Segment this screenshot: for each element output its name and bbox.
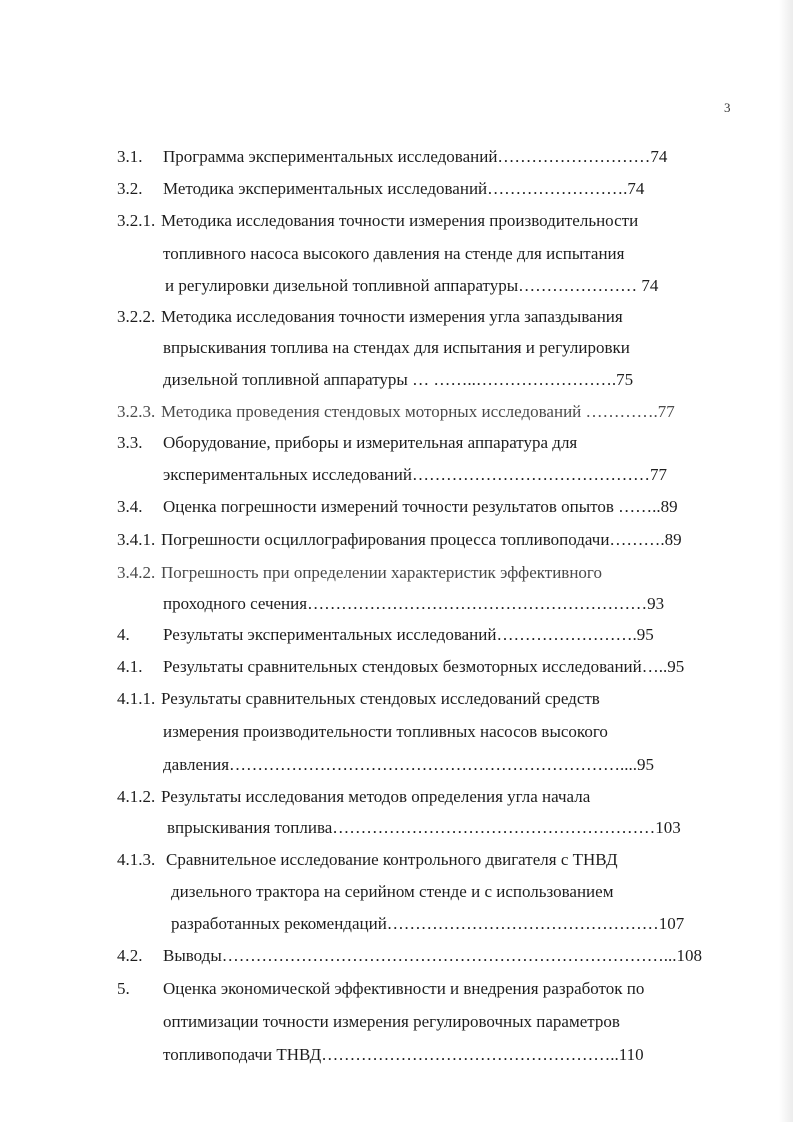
toc-number: 4.1.2. xyxy=(117,787,156,806)
toc-text: оптимизации точности измерения регулировочных параметров xyxy=(163,1012,620,1031)
toc-text: Погрешности осциллографирования процесса топливоподачи……….89 xyxy=(161,530,682,549)
toc-text: Оборудование, приборы и измерительная аппаратура для xyxy=(163,433,578,452)
toc-text: Погрешность при определении характеристик эффективного xyxy=(161,563,602,582)
toc-text: впрыскивания топлива…………………………………………………103 xyxy=(167,818,681,837)
toc-number: 3.4. xyxy=(117,497,143,516)
toc-number: 4.1.1. xyxy=(117,689,156,708)
toc-text: Выводы……………………………………………………………………...108 xyxy=(163,946,703,965)
page-number: 3 xyxy=(724,100,731,115)
toc-text: разработанных рекомендаций…………………………………………107 xyxy=(171,914,685,933)
toc-number: 3.2.1. xyxy=(117,211,156,230)
toc-text: давления……………………………………………………………....95 xyxy=(163,755,655,774)
toc-text: дизельной топливной аппаратуры … ……..…………………….75 xyxy=(163,370,634,389)
toc-text: Оценка экономической эффективности и внедрения разработок по xyxy=(163,979,645,998)
toc-text: и регулировки дизельной топливной аппаратуры………………… 74 xyxy=(165,276,659,295)
toc-number: 4.2. xyxy=(117,946,143,965)
toc-number: 3.3. xyxy=(117,433,143,452)
toc-text: Результаты сравнительных стендовых безмоторных исследований…..95 xyxy=(163,657,685,676)
toc-text: Сравнительное исследование контрольного двигателя с ТНВД xyxy=(166,850,618,869)
toc-text: топливоподачи ТНВД……………………………………………..110 xyxy=(163,1045,644,1064)
toc-number: 3.2.2. xyxy=(117,307,156,326)
toc-text: Результаты сравнительных стендовых исследований средств xyxy=(161,689,600,708)
toc-text: Методика экспериментальных исследований…………………….74 xyxy=(163,179,645,198)
toc-text: впрыскивания топлива на стендах для испытания и регулировки xyxy=(163,338,630,357)
toc-number: 5. xyxy=(117,979,130,998)
toc-text: Программа экспериментальных исследований………………………74 xyxy=(163,147,668,166)
toc-number: 4. xyxy=(117,625,130,644)
toc-text: Результаты экспериментальных исследований…………………….95 xyxy=(163,625,654,644)
toc-number: 4.1.3. xyxy=(117,850,156,869)
toc-text: проходного сечения……………………………………………………93 xyxy=(163,594,665,613)
toc-text: Методика исследования точности измерения угла запаздывания xyxy=(161,307,623,326)
toc-text: Результаты исследования методов определения угла начала xyxy=(161,787,591,806)
toc-text: экспериментальных исследований……………………………………77 xyxy=(163,465,667,484)
toc-text: Методика проведения стендовых моторных исследований ………….77 xyxy=(161,402,675,421)
toc-text: Оценка погрешности измерений точности результатов опытов ……..89 xyxy=(163,497,678,516)
toc-text: дизельного трактора на серийном стенде и с использованием xyxy=(171,882,614,901)
toc-number: 3.1. xyxy=(117,147,143,166)
toc-number: 4.1. xyxy=(117,657,143,676)
toc-number: 3.4.1. xyxy=(117,530,156,549)
toc-number: 3.2. xyxy=(117,179,143,198)
toc-number: 3.4.2. xyxy=(117,563,156,582)
page-edge-shadow xyxy=(779,0,793,1122)
toc-number: 3.2.3. xyxy=(117,402,156,421)
toc-text: топливного насоса высокого давления на стенде для испытания xyxy=(163,244,625,263)
toc-text: Методика исследования точности измерения производительности xyxy=(161,211,639,230)
toc-text: измерения производительности топливных насосов высокого xyxy=(163,722,608,741)
